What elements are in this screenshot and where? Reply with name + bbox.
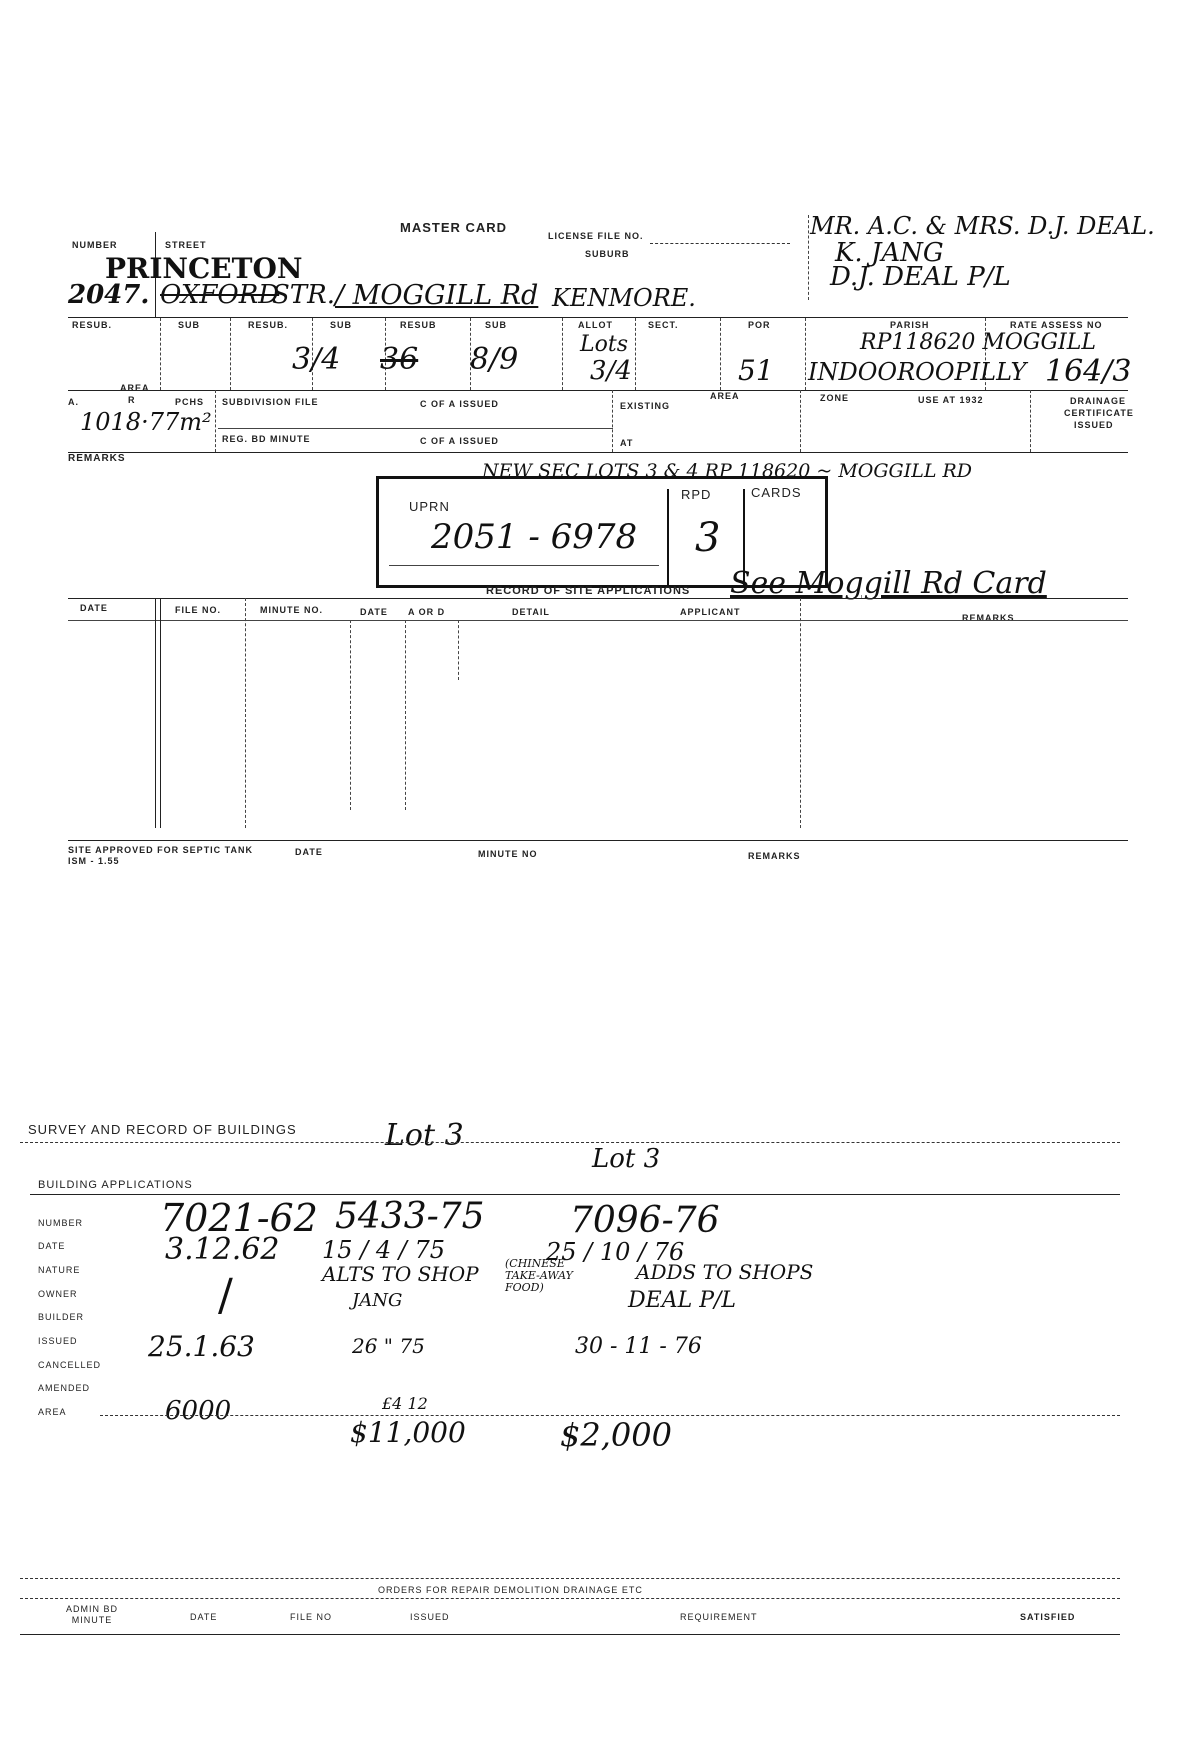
col-div-i: [805, 318, 806, 390]
col-div-m: [800, 390, 801, 452]
orders-line-mid: [20, 1598, 1120, 1599]
uprn-label: UPRN: [409, 499, 450, 514]
suburb-label: SUBURB: [585, 249, 630, 259]
row-label-issued: ISSUED: [38, 1336, 78, 1346]
row-line-4: [68, 598, 1128, 599]
allot-top-value: Lots: [580, 332, 628, 357]
orders-col-satisfied: SATISFIED: [1020, 1612, 1076, 1622]
col-div-h: [720, 318, 721, 390]
owners-line1: MR. A.C. & MRS. D.J. DEAL.: [810, 212, 1155, 240]
c-of-a-issued-label: C OF A ISSUED: [420, 399, 499, 409]
uprn-value: 2051 - 6978: [431, 517, 638, 557]
building-apps-label: BUILDING APPLICATIONS: [38, 1179, 193, 1191]
col-div-n: [1030, 390, 1031, 452]
septic-line2: ISM - 1.55: [68, 856, 120, 866]
pchs-label: PCHS: [175, 397, 205, 407]
site-col-minute-no: MINUTE NO.: [260, 605, 323, 615]
reg-bd-minute-label: REG. BD MINUTE: [222, 434, 311, 444]
certificate-label: CERTIFICATE: [1064, 408, 1134, 418]
area-entry-1: 6000: [165, 1396, 232, 1426]
septic-date: DATE: [295, 847, 323, 857]
row-label-nature: NATURE: [38, 1265, 81, 1275]
area-value: 1018·77m²: [80, 408, 212, 436]
street-label: STREET: [165, 240, 207, 250]
allot-value: 3/4: [590, 356, 632, 386]
issued-label: ISSUED: [1074, 420, 1114, 430]
site-col-div-1: [155, 598, 156, 828]
site-apps-title: RECORD OF SITE APPLICATIONS: [486, 585, 691, 597]
remarks-note: NEW SEC LOTS 3 & 4 RP 118620 ~ MOGGILL RD: [482, 460, 973, 482]
col-div-g: [635, 318, 636, 390]
rpd-label: RPD: [681, 487, 712, 502]
row-label-cancelled: CANCELLED: [38, 1360, 102, 1370]
app-date-2: 15 / 4 / 75: [322, 1236, 446, 1264]
row-label-number: NUMBER: [38, 1218, 84, 1228]
app-nature-3: ADDS TO SHOPS: [636, 1260, 814, 1284]
row-line-2b: [218, 428, 613, 429]
stamp-divider-1: [667, 489, 669, 585]
septic-line1: SITE APPROVED FOR SEPTIC TANK: [68, 845, 254, 855]
site-col-applicant: APPLICANT: [680, 607, 741, 617]
rate-assess-value: 164/3: [1045, 354, 1132, 389]
orders-line-bottom: [20, 1634, 1120, 1635]
license-file-label: LICENSE FILE NO.: [548, 231, 644, 241]
resub3-label: RESUB: [400, 320, 437, 330]
survey-lot-note: Lot 3: [385, 1118, 464, 1153]
sect-label: SECT.: [648, 320, 679, 330]
site-col-detail: DETAIL: [512, 607, 550, 617]
resub-value: 36: [380, 342, 419, 377]
resub-label: RESUB.: [72, 320, 113, 330]
site-col-a-or-d: A OR D: [408, 607, 446, 617]
c-of-a-issued2-label: C OF A ISSUED: [420, 436, 499, 446]
orders-col-requirement: REQUIREMENT: [680, 1612, 758, 1622]
site-col-div-3: [350, 620, 351, 810]
row-label-area: AREA: [38, 1407, 67, 1417]
remarks-label: REMARKS: [68, 453, 126, 464]
site-col-date: DATE: [80, 603, 108, 613]
number-label: NUMBER: [72, 240, 118, 250]
col-div-l: [612, 390, 613, 452]
site-col-div-1b: [160, 598, 161, 828]
col-div-f: [562, 318, 563, 390]
sub2-label: SUB: [330, 320, 353, 330]
row-line-1: [68, 317, 1128, 318]
sub3-value: 8/9: [470, 342, 519, 377]
parish-label: PARISH: [890, 320, 930, 330]
rate-assess-label: RATE ASSESS NO: [1010, 320, 1103, 330]
zone-label: ZONE: [820, 393, 850, 403]
app-number-1: 7021-62: [160, 1196, 318, 1240]
site-col-div-2: [245, 598, 246, 828]
issued-2: 26 " 75: [352, 1334, 425, 1358]
orders-col-date: DATE: [190, 1612, 218, 1622]
por-value: 51: [738, 354, 774, 387]
site-col-div-4: [405, 620, 406, 810]
row-label-amended: AMENDED: [38, 1383, 91, 1393]
owner-divider: [808, 215, 809, 300]
area-row-line: [100, 1415, 1120, 1416]
r-label: R: [128, 395, 136, 405]
col-div-a: [160, 318, 161, 390]
app-date-1: 3.12.62: [165, 1232, 280, 1267]
sub-label: SUB: [178, 320, 201, 330]
app-date-3: 25 / 10 / 76: [546, 1238, 685, 1266]
area-label: AREA: [120, 383, 150, 393]
subdivision-file-label: SUBDIVISION FILE: [222, 397, 319, 407]
por-label: POR: [748, 320, 771, 330]
row-line-2: [68, 390, 1128, 391]
col-div-b: [230, 318, 231, 390]
app-number-2: 5433-75: [335, 1196, 485, 1237]
orders-line-top: [20, 1578, 1120, 1579]
a-label: A.: [68, 397, 79, 407]
resub2-label: RESUB.: [248, 320, 289, 330]
kenmore-suburb: KENMORE.: [552, 284, 696, 312]
rp-value: RP118620 MOGGILL: [860, 330, 1096, 355]
septic-minute-no: MINUTE NO: [478, 849, 538, 859]
site-col-div-6: [800, 598, 801, 828]
parish-value: INDOOROOPILLY: [808, 358, 1027, 386]
row-line-5: [68, 840, 1128, 841]
owners-line3: D.J. DEAL P/L: [830, 262, 1011, 292]
sub3-label: SUB: [485, 320, 508, 330]
cards-label: CARDS: [751, 485, 802, 500]
rpd-value: 3: [695, 515, 721, 561]
moggill-road: / MOGGILL Rd: [335, 280, 539, 311]
see-moggill-note: See Moggill Rd Card: [730, 566, 1047, 601]
oxford-street-struck: OXFORD: [160, 280, 280, 310]
row-label-builder: BUILDER: [38, 1312, 85, 1322]
use-at-label: USE AT 1932: [918, 395, 984, 405]
row-label-owner: OWNER: [38, 1289, 78, 1299]
cost-2: $11,000: [350, 1416, 466, 1449]
drainage-label: DRAINAGE: [1070, 396, 1127, 406]
survey-lot-note2: Lot 3: [592, 1144, 661, 1174]
orders-title: ORDERS FOR REPAIR DEMOLITION DRAINAGE ETC: [378, 1585, 643, 1595]
row-line-4b: [68, 620, 1128, 621]
sub-value: 3/4: [292, 342, 341, 377]
uprn-underline: [389, 565, 659, 566]
issued-3: 30 - 11 - 76: [575, 1334, 702, 1359]
area2-label: AREA: [710, 391, 740, 401]
orders-col-file-no: FILE NO: [290, 1612, 333, 1622]
row-line-3: [68, 452, 1128, 453]
survey-line: [20, 1142, 1120, 1143]
cost-3: $2,000: [560, 1416, 672, 1454]
cost-2-top: £4 12: [382, 1394, 428, 1413]
str-text: STR.: [272, 280, 335, 310]
license-line: [650, 243, 790, 244]
site-col-file-no: FILE NO.: [175, 605, 221, 615]
site-col-date2: DATE: [360, 607, 388, 617]
street-number: 2047.: [68, 280, 150, 310]
col-div-k: [215, 390, 216, 452]
app-number-3: 7096-76: [570, 1200, 720, 1241]
owners-line2: K. JANG: [835, 238, 944, 268]
orders-col-issued: ISSUED: [410, 1612, 450, 1622]
owner-1: JANG: [352, 1290, 403, 1311]
septic-remarks: REMARKS: [748, 851, 801, 861]
princeton-street: PRINCETON: [105, 252, 303, 285]
building-apps-line: [30, 1194, 1120, 1195]
site-col-remarks: REMARKS: [962, 613, 1015, 623]
app-nature-2: (CHINESE TAKE-AWAY FOOD): [505, 1257, 573, 1294]
row-label-date: DATE: [38, 1241, 66, 1251]
orders-col-admin: ADMIN BD MINUTE: [65, 1604, 118, 1625]
existing-label: EXISTING: [620, 401, 671, 411]
app-nature-1: ALTS TO SHOP: [322, 1262, 479, 1286]
survey-title: SURVEY AND RECORD OF BUILDINGS: [28, 1122, 297, 1137]
allot-label: ALLOT: [578, 320, 613, 330]
issued-1: 25.1.63: [148, 1330, 255, 1363]
site-col-div-5: [458, 620, 459, 680]
at-label: AT: [620, 438, 634, 448]
master-card-title: MASTER CARD: [400, 220, 508, 235]
owner-2: DEAL P/L: [628, 1288, 737, 1313]
owner-slash: /: [218, 1270, 233, 1321]
